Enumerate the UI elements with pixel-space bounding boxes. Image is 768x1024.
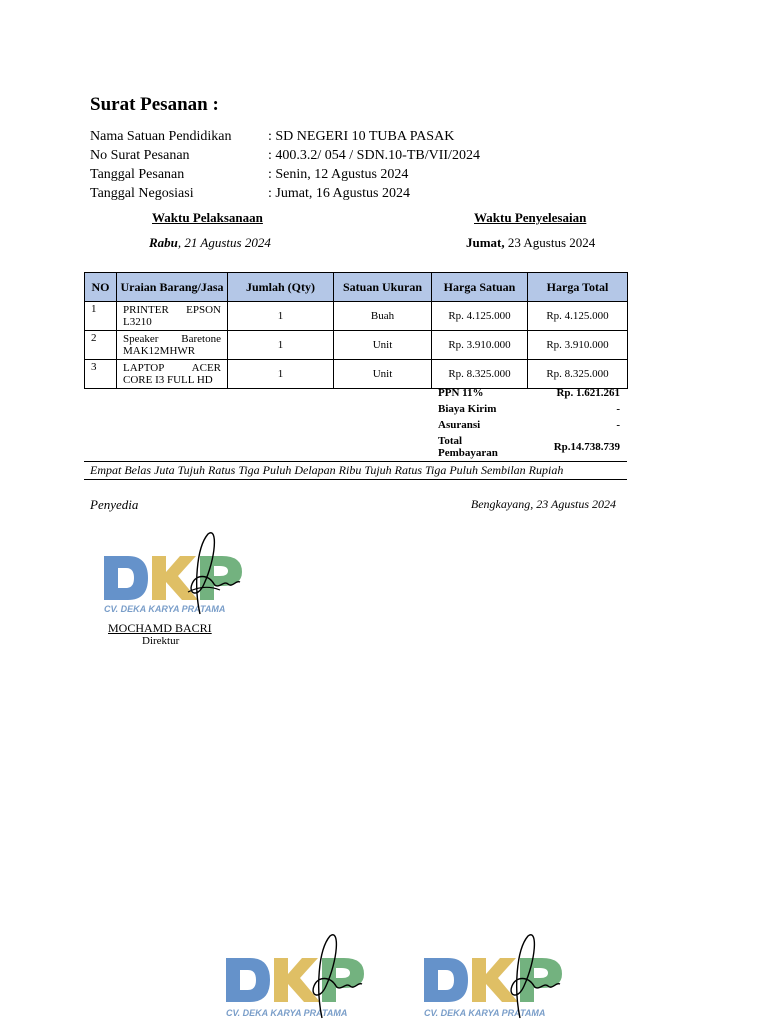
stamp-company-text: CV. DEKA KARYA PRATAMA [104, 604, 226, 614]
stamp-company-text: CV. DEKA KARYA PRATAMA [226, 1008, 348, 1018]
cell-total-price: Rp. 8.325.000 [528, 360, 628, 389]
divider-bottom [84, 479, 627, 480]
company-logo-signature [218, 930, 378, 1024]
cell-total-price: Rp. 4.125.000 [528, 302, 628, 331]
company-logo-signature [96, 528, 256, 620]
stamp-company-text: CV. DEKA KARYA PRATAMA [424, 1008, 546, 1018]
completion-date-text: 23 Agustus 2024 [504, 235, 596, 250]
execution-date-text: , 21 Agustus 2024 [177, 235, 271, 250]
page-title: Surat Pesanan : [90, 94, 219, 115]
cell-unit: Unit [334, 360, 432, 389]
place-date: Bengkayang, 23 Agustus 2024 [470, 497, 616, 511]
provider-label: Penyedia [90, 497, 139, 512]
ppn-value: Rp. 1.621.261 [556, 387, 620, 399]
cell-description: PRINTER EPSON L3210 [117, 302, 228, 331]
shipping-label: Biaya Kirim [438, 403, 497, 415]
info-value-school: : SD NEGERI 10 TUBA PASAK [268, 129, 455, 144]
header-unit: Satuan Ukuran [334, 273, 432, 302]
company-logo-signature [416, 930, 576, 1024]
execution-date [149, 235, 271, 251]
table-row [85, 302, 628, 331]
cell-total-price: Rp. 3.910.000 [528, 331, 628, 360]
info-label-school: Nama Satuan Pendidikan [90, 129, 232, 144]
divider-top [84, 461, 627, 462]
info-value-order-number: : 400.3.2/ 054 / SDN.10-TB/VII/2024 [268, 148, 480, 163]
cell-no: 3 [85, 360, 117, 389]
cell-unit: Unit [334, 331, 432, 360]
header-total-price: Harga Total [528, 273, 628, 302]
cell-no: 1 [85, 302, 117, 331]
cell-qty: 1 [228, 331, 334, 360]
table-row [85, 360, 628, 389]
company-stamp [96, 528, 256, 620]
execution-heading: Waktu Pelaksanaan [152, 210, 263, 225]
completion-day: Jumat, [466, 235, 505, 250]
signer-name: MOCHAMD BACRI [108, 621, 212, 635]
cell-unit: Buah [334, 302, 432, 331]
completion-date [466, 235, 595, 251]
company-stamp [218, 930, 378, 1024]
header-unit-price: Harga Satuan [432, 273, 528, 302]
company-stamp [416, 930, 576, 1024]
amount-in-words: Empat Belas Juta Tujuh Ratus Tiga Puluh Delapan Ribu Tujuh Ratus Tiga Puluh Sembilan Rupiah [90, 463, 564, 477]
info-label-order-date: Tanggal Pesanan [90, 167, 185, 182]
insurance-value: - [616, 419, 620, 431]
cell-description: Speaker Baretone MAK12MHWR [117, 331, 228, 360]
insurance-label: Asuransi [438, 419, 481, 431]
completion-heading: Waktu Penyelesaian [474, 210, 587, 225]
info-value-negotiation-date: : Jumat, 16 Agustus 2024 [268, 186, 410, 201]
info-label-negotiation-date: Tanggal Negosiasi [90, 186, 194, 201]
ppn-label: PPN 11% [438, 387, 484, 399]
table-row [85, 331, 628, 360]
cell-qty: 1 [228, 360, 334, 389]
cell-description: LAPTOP ACER CORE I3 FULL HD [117, 360, 228, 389]
header-no: NO [85, 273, 117, 302]
cell-no: 2 [85, 331, 117, 360]
items-table [84, 272, 628, 389]
execution-day: Rabu [149, 235, 178, 250]
total-label: Total Pembayaran [438, 435, 498, 459]
header-qty: Jumlah (Qty) [228, 273, 334, 302]
info-label-order-number: No Surat Pesanan [90, 148, 190, 163]
cell-qty: 1 [228, 302, 334, 331]
shipping-value: - [616, 403, 620, 415]
header-description: Uraian Barang/Jasa [117, 273, 228, 302]
total-value: Rp.14.738.739 [553, 441, 620, 453]
table-header-row [85, 273, 628, 302]
cell-unit-price: Rp. 8.325.000 [432, 360, 528, 389]
cell-unit-price: Rp. 3.910.000 [432, 331, 528, 360]
info-value-order-date: : Senin, 12 Agustus 2024 [268, 167, 409, 182]
cell-unit-price: Rp. 4.125.000 [432, 302, 528, 331]
signer-position: Direktur [142, 635, 180, 647]
